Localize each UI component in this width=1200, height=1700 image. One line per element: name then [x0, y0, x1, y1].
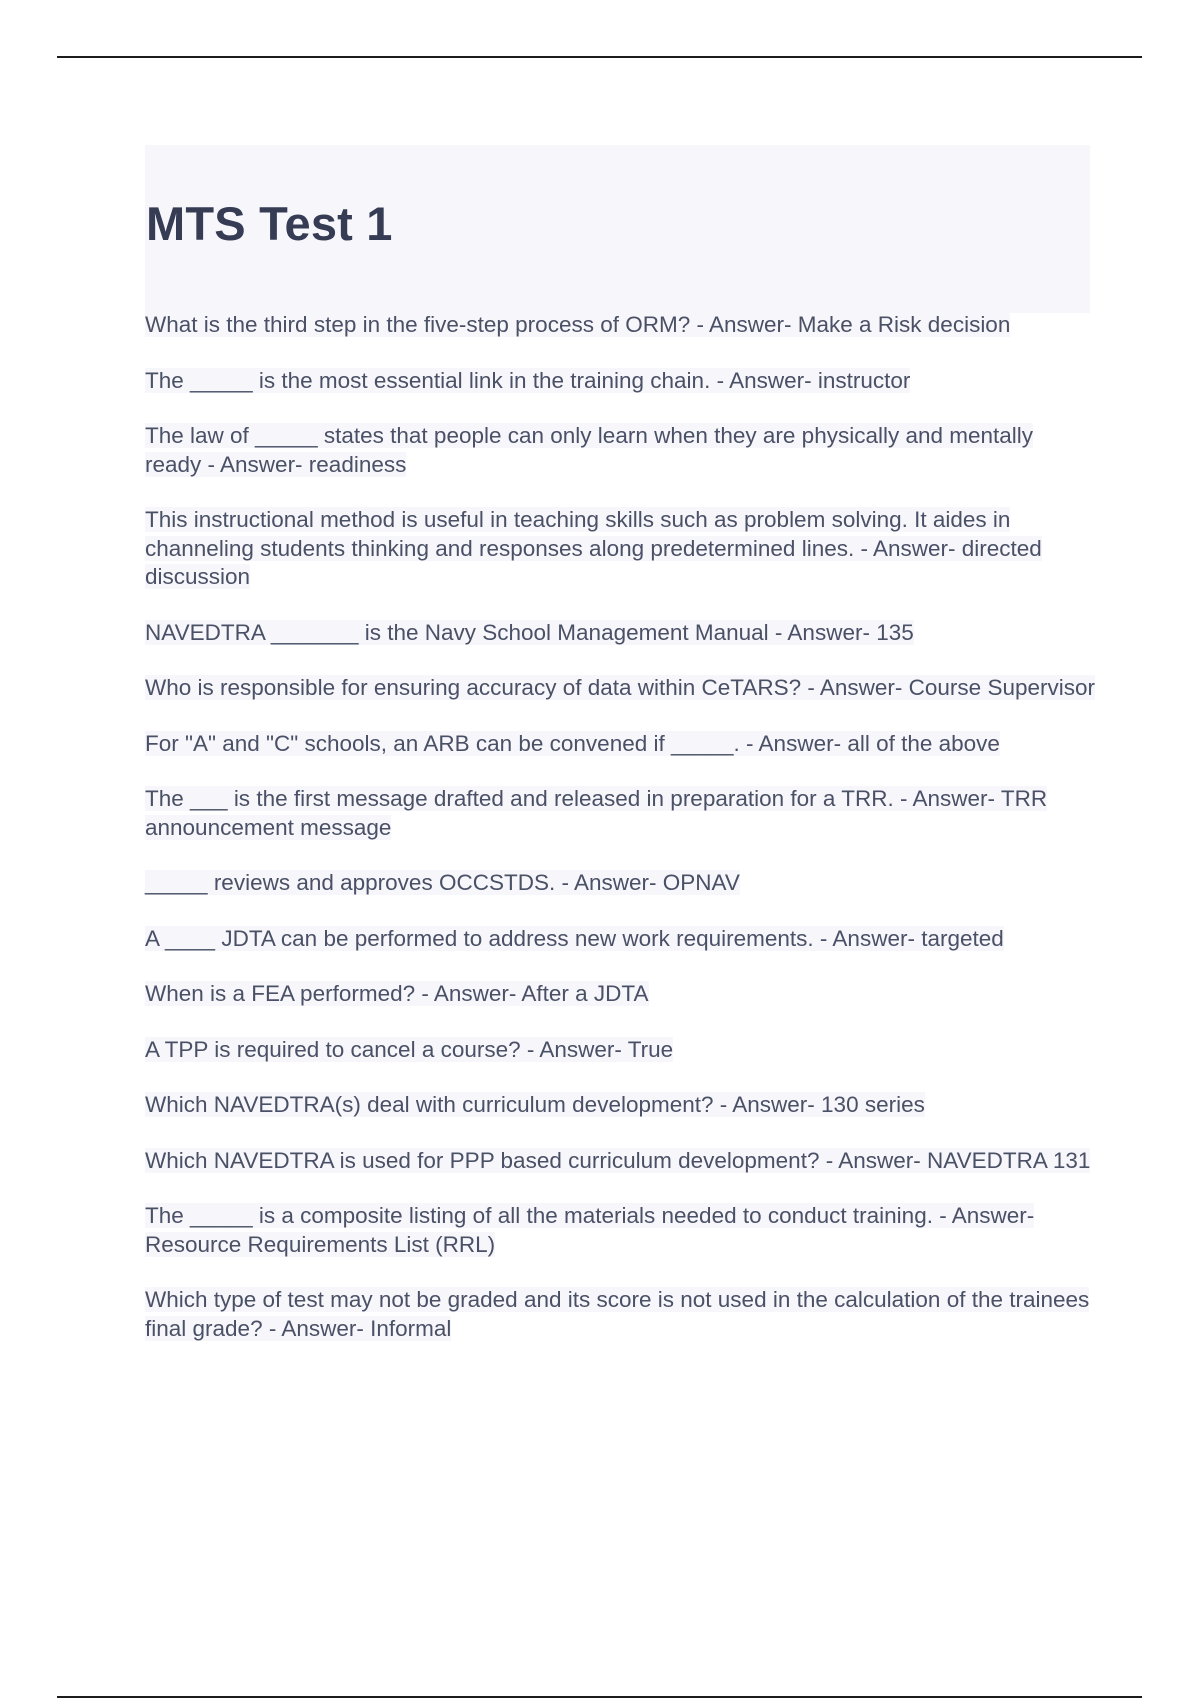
- qa-item: [145, 311, 1095, 340]
- qa-item: [145, 367, 1095, 396]
- qa-text: When is a FEA performed? - Answer- After a JDTA: [145, 981, 649, 1006]
- qa-item: [145, 980, 1095, 1009]
- qa-text: The law of _____ states that people can only learn when they are physically and mentally ready - Answer- readiness: [145, 423, 1034, 477]
- qa-text: The _____ is the most essential link in the training chain. - Answer- instructor: [145, 367, 911, 393]
- qa-item: [145, 674, 1095, 703]
- qa-item: [145, 506, 1095, 592]
- qa-text: Who is responsible for ensuring accuracy of data within CeTARS? - Answer- Course Supervisor: [145, 675, 1095, 700]
- qa-text: The _____ is a composite listing of all the materials needed to conduct training. - Answer- Resource Requirements List (RRL): [145, 1203, 1035, 1257]
- qa-item: [145, 1036, 1095, 1065]
- qa-text: _____ reviews and approves OCCSTDS. - Answer- OPNAV: [145, 870, 740, 895]
- qa-item: [145, 869, 1095, 898]
- qa-item: [145, 422, 1095, 479]
- qa-item: [145, 1202, 1095, 1259]
- top-rule: [57, 56, 1142, 58]
- qa-text: This instructional method is useful in teaching skills such as problem solving. It aides in channeling students thinking and responses along predetermined lines. - Answer- directed discussion: [145, 507, 1042, 589]
- qa-text: For "A" and "C" schools, an ARB can be convened if _____. - Answer- all of the above: [145, 730, 1000, 756]
- qa-text: A TPP is required to cancel a course? - Answer- True: [145, 1036, 674, 1062]
- qa-text: The ___ is the first message drafted and released in preparation for a TRR. - Answer- TRR announcement message: [145, 786, 1048, 840]
- qa-item: [145, 1286, 1095, 1343]
- qa-text: Which type of test may not be graded and its score is not used in the calculation of the trainees final grade? - Answer- Informal: [145, 1287, 1090, 1341]
- qa-item: [145, 730, 1095, 759]
- qa-item: [145, 785, 1095, 842]
- qa-item: [145, 925, 1095, 954]
- qa-text: What is the third step in the five-step process of ORM? - Answer- Make a Risk decision: [145, 312, 1011, 337]
- qa-item: [145, 1147, 1095, 1176]
- page-title: MTS Test 1: [146, 197, 393, 250]
- qa-list: [145, 311, 1095, 1370]
- qa-item: [145, 619, 1095, 648]
- qa-item: [145, 1091, 1095, 1120]
- qa-text: Which NAVEDTRA is used for PPP based curriculum development? - Answer- NAVEDTRA 131: [145, 1147, 1091, 1173]
- qa-text: A ____ JDTA can be performed to address new work requirements. - Answer- targeted: [145, 925, 1004, 951]
- bottom-rule: [57, 1696, 1142, 1698]
- qa-text: Which NAVEDTRA(s) deal with curriculum development? - Answer- 130 series: [145, 1092, 925, 1117]
- qa-text: NAVEDTRA _______ is the Navy School Management Manual - Answer- 135: [145, 619, 914, 645]
